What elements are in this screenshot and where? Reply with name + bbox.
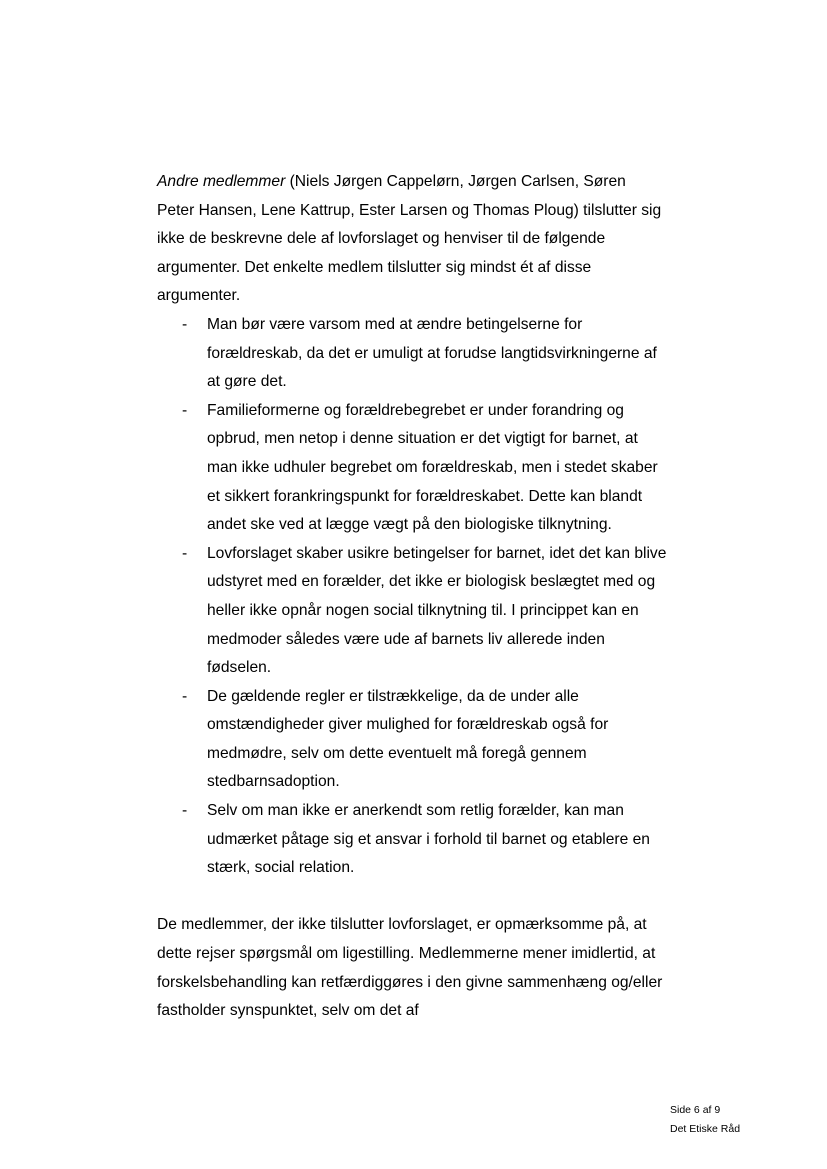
page-number: Side 6 af 9: [670, 1104, 721, 1116]
intro-text: (Niels Jørgen Cappelørn, Jørgen Carlsen, Søren Peter Hansen, Lene Kattrup, Ester Larsen og Thomas Ploug) tilslutter sig ikke de beskrevne dele af lovforslaget og henviser til de følgende argumenter. Det enkelte medlem tilslutter sig mindst ét af disse argumenter.: [157, 173, 662, 305]
list-item: [157, 311, 667, 397]
list-item: [157, 683, 667, 797]
list-item-text: Familieformerne og forældrebegrebet er under forandring og opbrud, men netop i denne situation er det vigtigt for barnet, at man ikke udhuler begrebet om forældreskab, men i stedet skaber et sikkert forankringspunkt for forældreskabet. Dette kan blandt andet ske ved at lægge vægt på den biologiske tilknytning.: [207, 401, 658, 534]
list-item: [157, 540, 667, 683]
list-item: [157, 797, 667, 883]
intro-paragraph: [157, 168, 667, 311]
organization-name: Det Etiske Råd: [670, 1122, 741, 1135]
bullet-dash: -: [182, 401, 188, 419]
list-item-text: Selv om man ikke er anerkendt som retlig forælder, kan man udmærket påtage sig et ansvar i forhold til barnet og etablere en stærk, social relation.: [207, 802, 650, 877]
bullet-dash: -: [182, 315, 188, 333]
list-item-text: De gældende regler er tilstrækkelige, da de under alle omstændigheder giver mulighed for forældreskab også for medmødre, selv om dette eventuelt må foregå gennem stedbarnsadoption.: [207, 687, 609, 791]
page-footer: [670, 1101, 740, 1138]
intro-lead: Andre medlemmer: [157, 173, 286, 190]
closing-paragraph: De medlemmer, der ikke tilslutter lovforslaget, er opmærksomme på, at dette rejser spørgsmål om ligestilling. Medlemmerne mener imidlertid, at forskelsbehandling kan retfærdiggøres i den givne sammenhæng og/eller fastholder synspunktet, selv om det af: [157, 916, 663, 1020]
argument-list: [157, 311, 667, 883]
bullet-dash: -: [182, 687, 188, 705]
paragraph-spacer: [157, 883, 667, 912]
list-item: [157, 397, 667, 540]
bullet-dash: -: [182, 802, 188, 820]
list-item-text: Man bør være varsom med at ændre betingelserne for forældreskab, da det er umuligt at forudse langtidsvirkningerne af at gøre det.: [207, 315, 657, 391]
list-item-text: Lovforslaget skaber usikre betingelser for barnet, idet det kan blive udstyret med en forælder, det ikke er biologisk beslægtet med og heller ikke opnår nogen social tilknytning til. I princippet kan en medmoder således være ude af barnets liv allerede inden fødselen.: [207, 544, 667, 677]
body-text: [157, 168, 667, 1026]
bullet-dash: -: [182, 544, 188, 562]
